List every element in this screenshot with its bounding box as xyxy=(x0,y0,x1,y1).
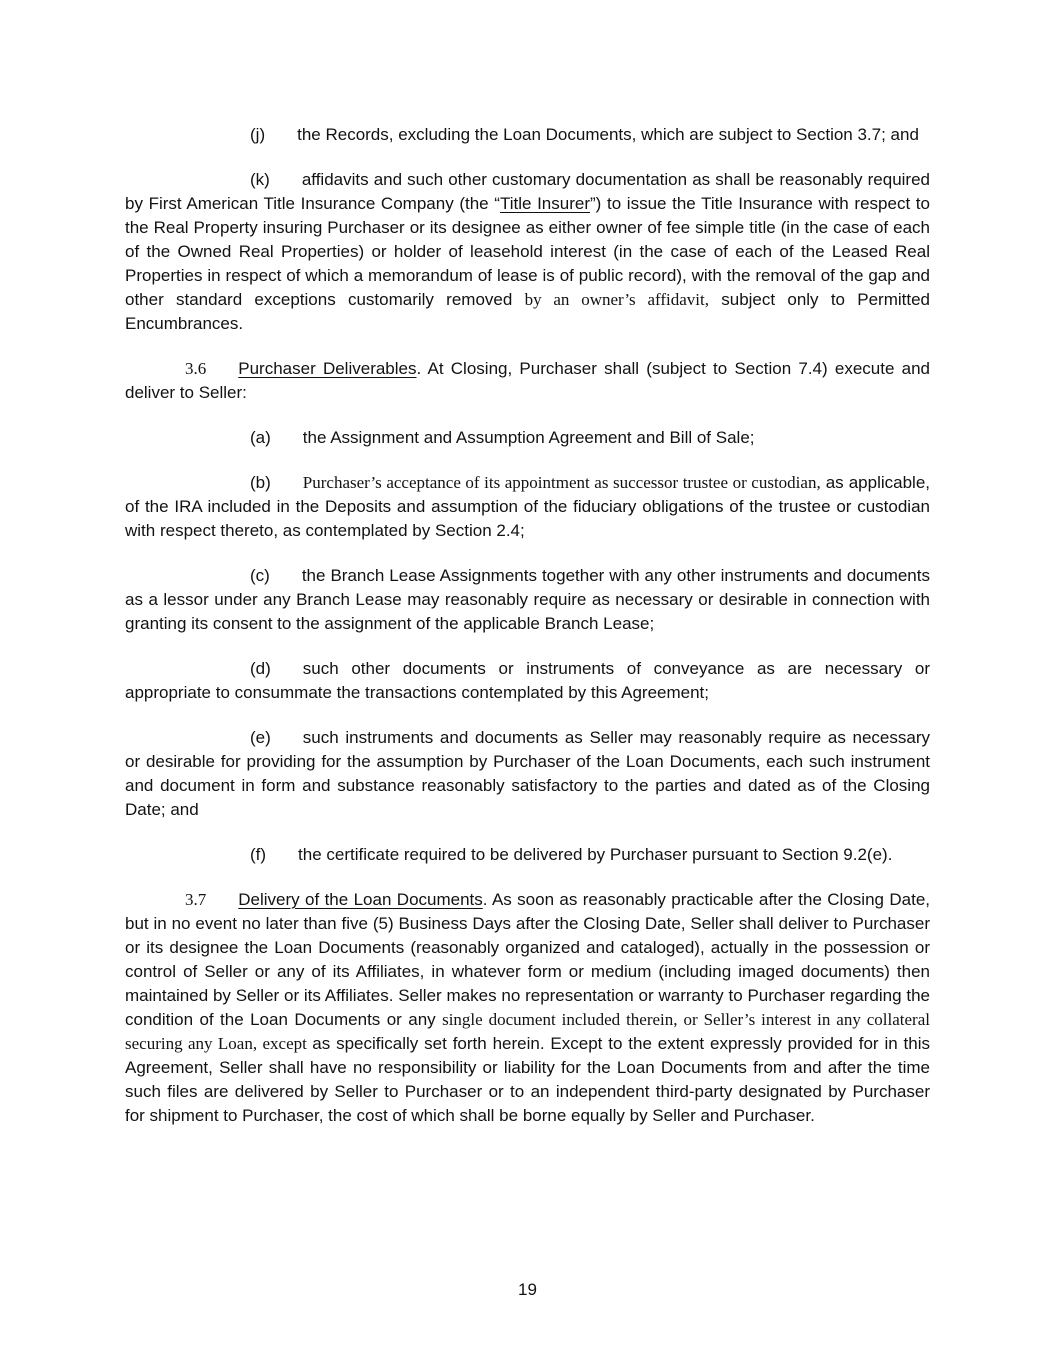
item-text-e: such instruments and documents as Seller may reasonably require as necessary or desirable for providing for the assumption by Purchaser of the Loan Documents, each such instrument and document in form and substance reasonably satisfactory to the parties and dated as of the Closing Date; and xyxy=(125,728,930,819)
paragraph-item-d xyxy=(125,657,930,705)
paragraph-item-k xyxy=(125,168,930,336)
item-label-d: (d) xyxy=(250,659,271,678)
item-text-f: the certificate required to be delivered by Purchaser pursuant to Section 9.2(e). xyxy=(298,845,893,864)
item-text-j: the Records, excluding the Loan Documents, which are subject to Section 3.7; and xyxy=(297,125,919,144)
section-text-3-6: . At Closing, Purchaser shall (subject to Section 7.4) execute and deliver to Seller: xyxy=(125,359,930,402)
paragraph-item-e xyxy=(125,726,930,822)
item-label-c: (c) xyxy=(250,566,270,585)
paragraph-item-a xyxy=(125,426,930,450)
section-heading-delivery-of-loan-documents: Delivery of the Loan Documents xyxy=(238,890,483,909)
page-number: 19 xyxy=(518,1280,537,1299)
paragraph-item-j xyxy=(125,123,930,147)
item-text-k-serif-segment: by an owner’s affidavit, xyxy=(524,290,709,309)
item-label-a: (a) xyxy=(250,428,271,447)
item-text-d: such other documents or instruments of conveyance as are necessary or appropriate to consummate the transactions contemplated by this Agreement; xyxy=(125,659,930,702)
item-text-k-part1: affidavits and such other customary documentation as shall be reasonably required by First American Title Insurance Company (the “ xyxy=(125,170,930,213)
item-text-k-part3: subject only to Permitted Encumbrances. xyxy=(125,290,930,333)
paragraph-section-3-7 xyxy=(125,888,930,1128)
item-label-b: (b) xyxy=(250,473,271,492)
section-heading-purchaser-deliverables: Purchaser Deliverables xyxy=(238,359,417,378)
item-label-e: (e) xyxy=(250,728,271,747)
paragraph-section-3-6 xyxy=(125,357,930,405)
defined-term-title-insurer: Title Insurer xyxy=(499,194,590,213)
item-text-b-part1: as applicable, of the IRA included in the Deposits and assumption of the fiduciary obligations of the trustee or custodian with respect thereto, as contemplated by Section 2.4; xyxy=(125,473,930,540)
item-label-f: (f) xyxy=(250,845,267,864)
item-text-b-serif-segment: Purchaser’s acceptance of its appointment as successor trustee or custodian, xyxy=(302,473,821,492)
paragraph-item-b xyxy=(125,471,930,543)
section-text-3-7-part2: as specifically set forth herein. Except to the extent expressly provided for in this Agreement, Seller shall have no responsibility or liability for the Loan Documents from and after the time such files are delivered by Seller to Purchaser or to an independent third-party designated by Purchaser for shipment to Purchaser, the cost of which shall be borne equally by Seller and Purchaser. xyxy=(125,1034,930,1125)
item-label-k: (k) xyxy=(250,170,270,189)
paragraph-item-c xyxy=(125,564,930,636)
item-text-c: the Branch Lease Assignments together with any other instruments and documents as a lessor under any Branch Lease may reasonably require as necessary or desirable in connection with granting its consent to the assignment of the applicable Branch Lease; xyxy=(125,566,930,633)
section-text-3-7-serif-segment: single document included therein, or Seller’s interest in any collateral securing any Loan, except xyxy=(125,1010,930,1053)
section-number-3-7: 3.7 xyxy=(185,890,207,909)
section-text-3-7-part1: . As soon as reasonably practicable after the Closing Date, but in no event no later than five (5) Business Days after the Closing Date, Seller shall deliver to Purchaser or its designee the Loan Documents (reasonably organized and cataloged), actually in the possession or control of Seller or any of its Affiliates, in whatever form or medium (including imaged documents) then maintained by Seller or its Affiliates. Seller makes no representation or warranty to Purchaser regarding the condition of the Loan Documents or any xyxy=(125,890,930,1029)
item-label-j: (j) xyxy=(250,125,266,144)
paragraph-item-f xyxy=(125,843,930,867)
section-number-3-6: 3.6 xyxy=(185,359,207,378)
item-text-a: the Assignment and Assumption Agreement and Bill of Sale; xyxy=(302,428,755,447)
item-text-k-part2: ”) to issue the Title Insurance with respect to the Real Property insuring Purchaser or its designee as either owner of fee simple title (in the case of each of the Owned Real Properties) or holder of leasehold interest (in the case of each of the Leased Real Properties in respect of which a memorandum of lease is of public record), with the removal of the gap and other standard exceptions customarily removed xyxy=(125,194,930,309)
document-content xyxy=(125,123,930,1149)
